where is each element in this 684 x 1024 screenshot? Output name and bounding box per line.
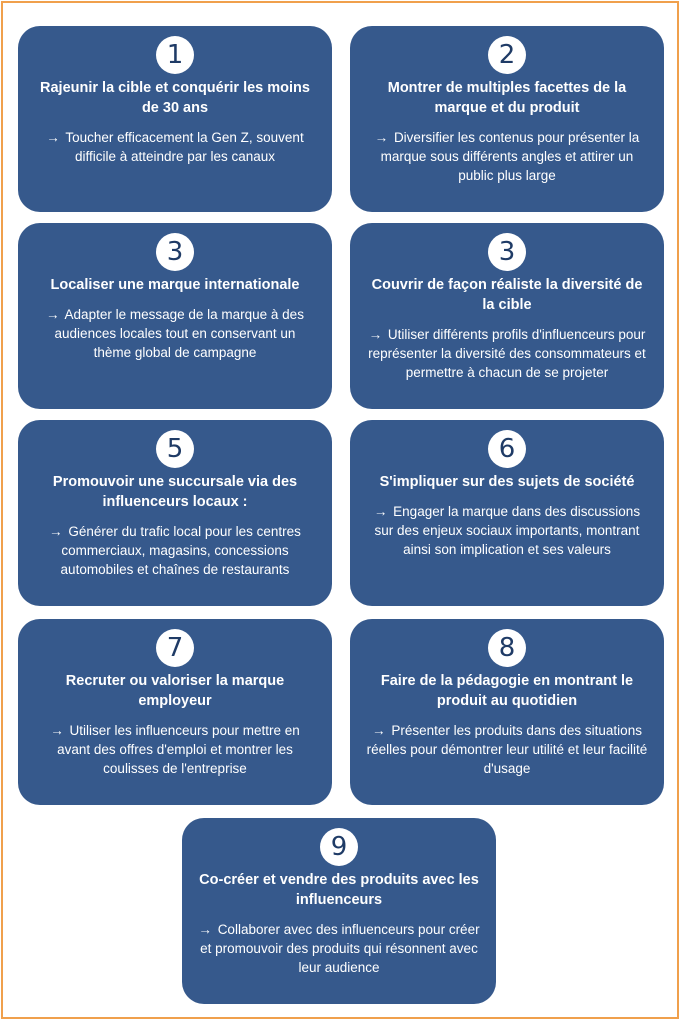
card-title: Rajeunir la cible et conquérir les moins de 30 ans (40, 80, 310, 116)
arrow-right-icon: → (374, 130, 389, 145)
card-1 (18, 26, 332, 212)
card-number-badge: 8 (488, 629, 526, 667)
card-description: Utiliser les influenceurs pour mettre en avant des offres d'emploi et montrer les coulisses de l'entreprise (57, 723, 300, 776)
card-number-badge: 6 (488, 430, 526, 468)
card-number-badge: 3 (488, 233, 526, 271)
card-description-block (366, 325, 648, 382)
card-title: Couvrir de façon réaliste la diversité de la cible (371, 277, 643, 313)
arrow-right-icon: → (50, 723, 64, 738)
arrow-right-icon: → (46, 130, 60, 145)
card-description: Présenter les produits dans des situations réelles pour démontrer leur utilité et leur facilité d'usage (366, 723, 648, 776)
card-description: Générer du trafic local pour les centres commerciaux, magasins, concessions automobiles et chaînes de restaurants (60, 524, 301, 577)
card-description-block (366, 128, 648, 185)
card-description-block (366, 502, 648, 559)
arrow-right-icon: → (49, 524, 63, 539)
card-description: Collaborer avec des influenceurs pour créer et promouvoir des produits qui résonnent avec leur audience (200, 922, 480, 975)
card-description: Utiliser différents profils d'influenceurs pour représenter la diversité des consommateurs et permettre à chacun de se projeter (368, 327, 646, 380)
card-title: Co-créer et vendre des produits avec les influenceurs (199, 872, 479, 908)
card-7 (18, 619, 332, 805)
card-number-badge: 3 (156, 233, 194, 271)
card-title: Localiser une marque internationale (50, 277, 300, 293)
card-number-badge: 2 (488, 36, 526, 74)
card-9 (182, 818, 496, 1004)
card-6 (350, 420, 664, 606)
card-description-block (34, 721, 316, 778)
card-description-block (34, 305, 316, 362)
card-description-block (198, 920, 480, 977)
card-number-badge: 9 (320, 828, 358, 866)
arrow-right-icon: → (373, 504, 388, 519)
arrow-right-icon: → (372, 723, 386, 738)
card-2 (350, 26, 664, 212)
card-number-badge: 7 (156, 629, 194, 667)
card-title: Promouvoir une succursale via des influenceurs locaux : (52, 474, 298, 510)
card-description-block (34, 522, 316, 579)
card-number-badge: 5 (156, 430, 194, 468)
card-title: Montrer de multiples facettes de la marque et du produit (387, 80, 627, 116)
arrow-right-icon: → (198, 922, 212, 937)
card-title: S'impliquer sur des sujets de société (379, 474, 635, 490)
card-description: Engager la marque dans des discussions sur des enjeux sociaux importants, montrant ainsi son implication et ses valeurs (374, 504, 641, 557)
card-description: Toucher efficacement la Gen Z, souvent difficile à atteindre par les canaux (65, 130, 304, 164)
card-number-badge: 1 (156, 36, 194, 74)
card-4 (350, 223, 664, 409)
card-title: Faire de la pédagogie en montrant le produit au quotidien (380, 673, 634, 709)
card-5 (18, 420, 332, 606)
card-8 (350, 619, 664, 805)
arrow-right-icon: → (368, 327, 383, 342)
card-description: Adapter le message de la marque à des audiences locales tout en conservant un thème global de campagne (54, 307, 304, 360)
card-description-block (366, 721, 648, 778)
card-3 (18, 223, 332, 409)
arrow-right-icon: → (46, 307, 60, 322)
card-description: Diversifier les contenus pour présenter la marque sous différents angles et attirer un public plus large (380, 130, 640, 183)
card-title: Recruter ou valoriser la marque employeur (65, 673, 285, 709)
card-description-block (34, 128, 316, 166)
